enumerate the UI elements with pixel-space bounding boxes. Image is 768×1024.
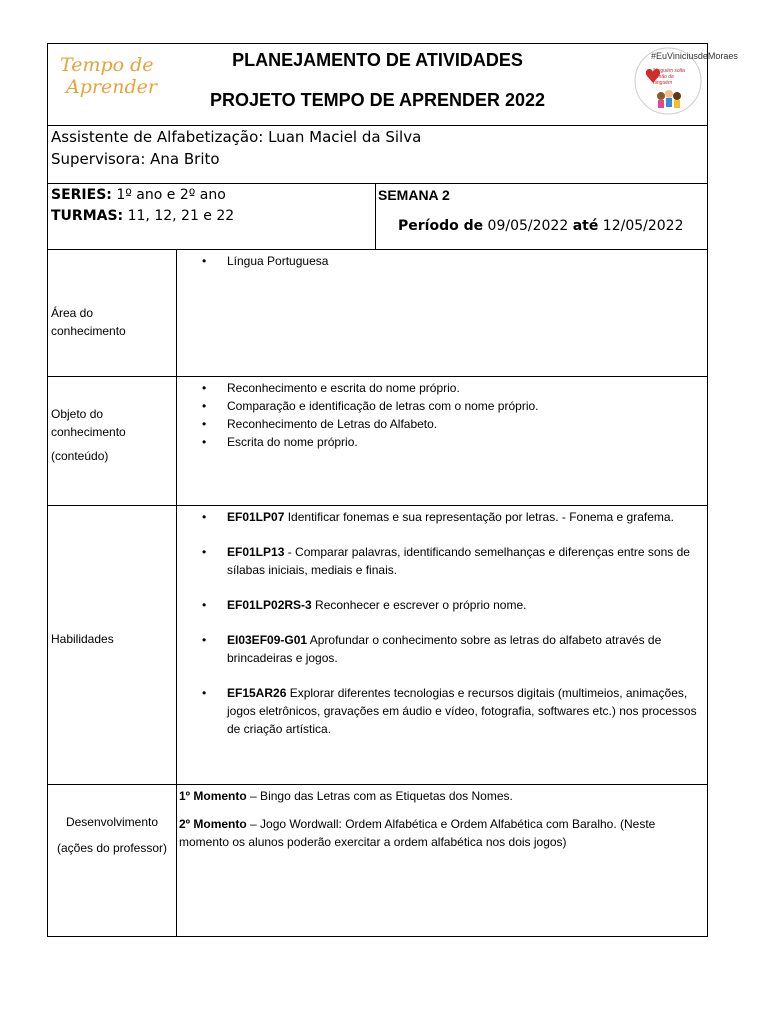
objeto-section (48, 377, 707, 506)
desenvolvimento-label (48, 813, 176, 857)
list-item (180, 596, 701, 614)
moment-text: – Bingo das Letras com as Etiquetas dos Nomes. (246, 789, 513, 803)
bullet-icon: • (202, 598, 207, 612)
skill-text: Reconhecer e escrever o próprio nome. (311, 598, 527, 612)
bullet-icon: • (202, 417, 207, 431)
vinicius-de-moraes-logo (633, 46, 738, 116)
column-divider (176, 377, 177, 505)
period-mid: até (572, 218, 599, 234)
area-label (48, 304, 176, 340)
series-value: 1º ano e 2º ano (111, 187, 226, 203)
period-line (398, 218, 684, 234)
week-label: SEMANA 2 (378, 187, 450, 203)
planning-document (47, 43, 738, 937)
series-label: SERIES: (51, 187, 112, 203)
objeto-label (48, 405, 176, 465)
classes-label: TURMAS: (51, 208, 124, 224)
moment-text: – Jogo Wordwall: Ordem Alfabética e Ordem Alfabética com Baralho. (Neste momento os alunos poderão exercitar a ordem alfabética nos dois jogos) (179, 817, 656, 849)
desenvolvimento-label-line1: Desenvolvimento (65, 815, 159, 829)
area-content (180, 252, 701, 270)
bullet-icon: • (202, 254, 207, 268)
series-section (48, 184, 707, 250)
page-subtitle: PROJETO TEMPO DE APRENDER 2022 (209, 90, 546, 110)
habilidades-section (48, 506, 707, 785)
bullet-icon: • (202, 435, 207, 449)
logo-right-text: #EuViniciusdeMoraes (651, 51, 738, 61)
skill-code: EF15AR26 (227, 686, 287, 700)
list-item (180, 508, 701, 526)
period-end: 12/05/2022 (598, 218, 684, 234)
supervisor-name: Supervisora: Ana Brito (51, 150, 220, 168)
area-label-line1: Área do (51, 306, 94, 320)
bullet-icon: • (202, 545, 207, 559)
column-divider (375, 184, 376, 249)
bullet-icon: • (202, 633, 207, 647)
list-item-text: Reconhecimento e escrita do nome próprio. (227, 381, 460, 395)
document-header (48, 44, 738, 126)
moment-title: 2º Momento (179, 817, 247, 831)
assistant-name: Assistente de Alfabetização: Luan Maciel da Silva (51, 128, 422, 146)
moment-item (179, 815, 701, 851)
area-label-line2: conhecimento (51, 324, 126, 338)
desenvolvimento-label-line2: (ações do professor) (56, 841, 168, 855)
list-item (180, 379, 701, 397)
logo-left-line1: Tempo de (60, 54, 154, 76)
desenvolvimento-content (179, 787, 701, 861)
objeto-label-line3: (conteúdo) (51, 449, 109, 463)
list-item (180, 397, 701, 415)
bullet-icon: • (202, 399, 207, 413)
logo-left-line2: Aprender (66, 76, 157, 98)
habilidades-label: Habilidades (51, 632, 114, 646)
page-title: PLANEJAMENTO DE ATIVIDADES (232, 50, 523, 70)
list-item-text: Reconhecimento de Letras do Alfabeto. (227, 417, 438, 431)
moment-item (179, 787, 701, 805)
skill-code: EI03EF09-G01 (227, 633, 308, 647)
column-divider (176, 250, 177, 376)
desenvolvimento-section (48, 785, 707, 936)
list-item-text: Língua Portuguesa (227, 254, 329, 268)
classes-value: 11, 12, 21 e 22 (123, 208, 235, 224)
period-start: 09/05/2022 (483, 218, 573, 234)
skill-code: EF01LP07 (227, 510, 285, 524)
skill-text: Identificar fonemas e sua representação por letras. - Fonema e grafema. (284, 510, 674, 524)
list-item (180, 543, 701, 579)
period-label: Período de (398, 218, 484, 234)
list-item (180, 415, 701, 433)
list-item (180, 631, 701, 667)
series-line (51, 187, 226, 203)
column-divider (176, 785, 177, 936)
objeto-content (180, 379, 701, 451)
moment-title: 1º Momento (179, 789, 247, 803)
bullet-icon: • (202, 381, 207, 395)
bullet-icon: • (202, 686, 207, 700)
logo-right-tagline: Ninguém solta a mão de ninguém (653, 68, 685, 86)
list-item (180, 252, 701, 270)
skill-code: EF01LP13 (227, 545, 285, 559)
list-item-text: Escrita do nome próprio. (227, 435, 358, 449)
classes-line (51, 208, 234, 224)
list-item-text: Comparação e identificação de letras com o nome próprio. (227, 399, 539, 413)
skill-text: Explorar diferentes tecnologias e recursos digitais (multimeios, animações, jogos eletrônicos, gravações em áudio e vídeo, fotografia, softwares etc.) nos processos de criação artística. (227, 686, 697, 736)
list-item (180, 433, 701, 451)
area-section (48, 250, 707, 377)
objeto-label-line1: Objeto do (51, 407, 104, 421)
bullet-icon: • (202, 510, 207, 524)
skill-code: EF01LP02RS-3 (227, 598, 312, 612)
skill-text: Aprofundar o conhecimento sobre as letras do alfabeto através de brincadeiras e jogos. (227, 633, 662, 665)
skill-text: - Comparar palavras, identificando semelhanças e diferenças entre sons de sílabas iniciais, mediais e finais. (227, 545, 690, 577)
list-item (180, 684, 701, 738)
objeto-label-line2: conhecimento (51, 425, 126, 439)
staff-section (48, 126, 707, 184)
habilidades-content (180, 508, 701, 755)
column-divider (176, 506, 177, 784)
